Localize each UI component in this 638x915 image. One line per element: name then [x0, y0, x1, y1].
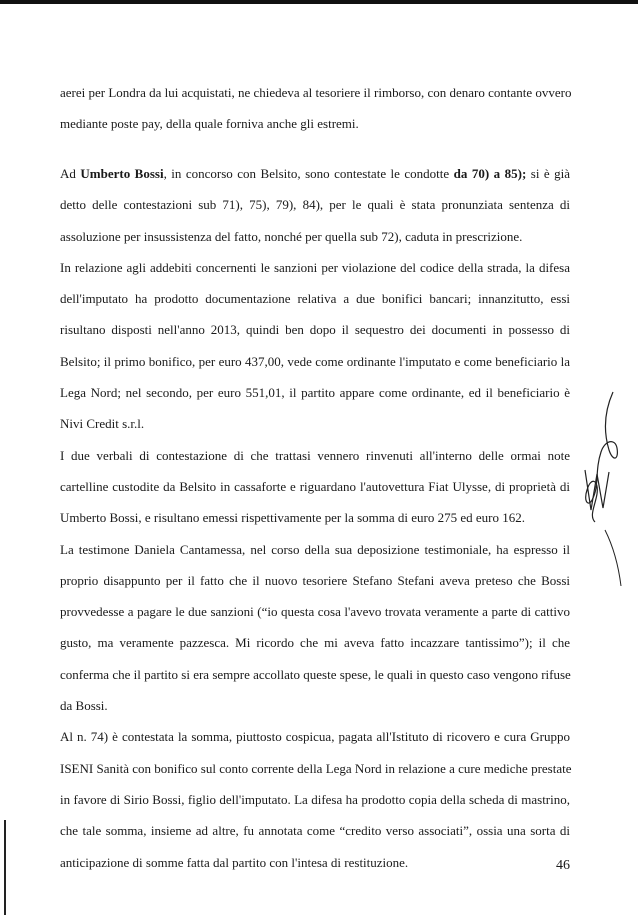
handwritten-signature [575, 390, 635, 590]
text-line: mediante poste pay, della quale forniva anche gli estremi. [60, 116, 359, 132]
text-line: Umberto Bossi, e risultano emessi rispettivamente per la somma di euro 275 ed euro 162. [60, 510, 526, 526]
left-margin-mark [4, 820, 6, 915]
text-line: assoluzione per insussistenza del fatto, nonché per quella sub 72), caduta in prescrizione. [60, 228, 523, 244]
text-line: In relazione agli addebiti concernenti le sanzioni per violazione del codice della strada, la difesa [60, 259, 570, 275]
text-line: Ad Umberto Bossi, in concorso con Belsito, sono contestate le condotte da 70) a 85); si è già [60, 166, 571, 181]
text-line: La testimone Daniela Cantamessa, nel corso della sua deposizione testimoniale, ha espresso il [60, 541, 570, 557]
text-line: gusto, ma veramente pazzesca. Mi ricordo che mi aveva fatto incazzare tantissimo”); il che [60, 635, 570, 651]
text-line: che tale somma, insieme ad altre, fu annotata come “credito verso associati”, ossia una sorta di [60, 823, 570, 839]
top-border-rule [0, 0, 638, 4]
text-line: aerei per Londra da lui acquistati, ne chiedeva al tesoriere il rimborso, con denaro contante ovvero [60, 85, 572, 100]
defendant-name: Umberto Bossi [80, 166, 164, 181]
text-line: I due verbali di contestazione di che trattasi vennero rinvenuti all'interno delle ormai note [60, 447, 570, 463]
text-line: provvedesse a pagare le due sanzioni (“io questa cosa l'avevo trovata veramente a parte di cattivo [60, 604, 570, 620]
paragraph-1 [60, 77, 570, 140]
text-line: detto delle contestazioni sub 71), 75), 79), 84), per le quali è stata pronunziata sentenza di [60, 197, 570, 213]
text-line: Nivi Credit s.r.l. [60, 416, 145, 432]
text-line: dell'imputato ha prodotto documentazione relativa a due bonifici bancari; innanzitutto, essi [60, 291, 570, 307]
text-line: proprio disappunto per il fatto che il nuovo tesoriere Stefano Stefani aveva preteso che Bossi [60, 572, 570, 588]
charges-range: da 70) a 85); [453, 166, 527, 181]
text-line: da Bossi. [60, 698, 108, 714]
text-line: cartelline custodite da Belsito in cassaforte e riguardano l'autovettura Fiat Ulysse, di proprietà di [60, 478, 570, 494]
paragraph-2 [60, 158, 570, 878]
text-line: Al n. 74) è contestata la somma, piuttosto cospicua, pagata all'Istituto di ricovero e cura Gruppo [60, 729, 570, 745]
text-line: anticipazione di somme fatta dal partito con l'intesa di restituzione. [60, 854, 409, 870]
page-number: 46 [556, 858, 570, 873]
text-line: Lega Nord; nel secondo, per euro 551,01, il partito appare come ordinante, ed il beneficiario è [60, 385, 570, 401]
text-line: ISENI Sanità con bonifico sul conto corrente della Lega Nord in relazione a cure mediche prestate [60, 760, 572, 776]
text-line: conferma che il partito si era sempre accollato queste spese, le quali in questo caso vengono rifuse [60, 666, 571, 682]
text-line: risultano disposti nell'anno 2013, quindi ben dopo il sequestro dei documenti in possesso di [60, 322, 570, 338]
text-line: in favore di Sirio Bossi, figlio dell'imputato. La difesa ha prodotto copia della scheda di mastrino, [60, 791, 570, 807]
text-line: Belsito; il primo bonifico, per euro 437,00, vede come ordinante l'imputato e come beneficiario la [60, 353, 570, 369]
